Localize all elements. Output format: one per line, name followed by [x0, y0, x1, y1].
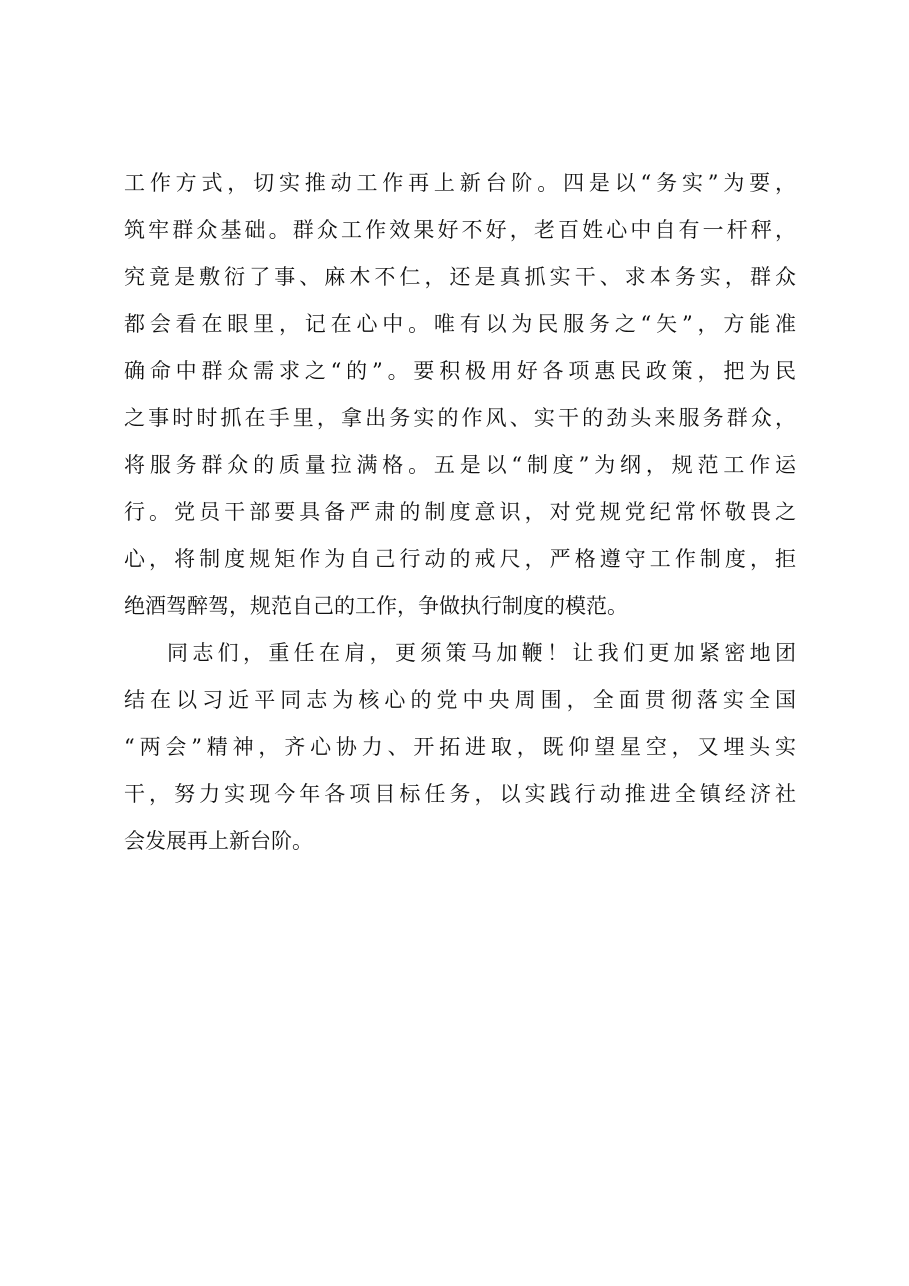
- text-line: 心，将制度规矩作为自己行动的戒尺，严格遵守工作制度，拒: [124, 547, 796, 571]
- text-line: 行。党员干部要具备严肃的制度意识，对党规党纪常怀敬畏之: [124, 500, 796, 524]
- text-line: 将服务群众的质量拉满格。五是以“制度”为纲，规范工作运: [124, 453, 796, 477]
- text-line: 究竟是敷衍了事、麻木不仁，还是真抓实干、求本务实，群众: [124, 265, 796, 289]
- document-body: [124, 160, 796, 865]
- text-line: 同志们，重任在肩，更须策马加鞭！让我们更加紧密地团: [167, 641, 796, 665]
- text-line: 结在以习近平同志为核心的党中央周围，全面贯彻落实全国: [124, 688, 796, 712]
- text-line: 筑牢群众基础。群众工作效果好不好，老百姓心中自有一杆秤，: [124, 218, 796, 242]
- text-line: 绝酒驾醉驾，规范自己的工作，争做执行制度的模范。: [124, 594, 628, 618]
- text-line: 干，努力实现今年各项目标任务，以实践行动推进全镇经济社: [124, 782, 796, 806]
- paragraph-2: [124, 630, 796, 865]
- text-line: 工作方式，切实推动工作再上新台阶。四是以“务实”为要，: [124, 171, 796, 195]
- paragraph-1: [124, 160, 796, 630]
- text-line: 都会看在眼里，记在心中。唯有以为民服务之“矢”，方能准: [124, 312, 796, 336]
- text-line: 之事时时抓在手里，拿出务实的作风、实干的劲头来服务群众，: [124, 406, 796, 430]
- text-line: “两会”精神，齐心协力、开拓进取，既仰望星空，又埋头实: [124, 735, 796, 759]
- text-line: 会发展再上新台阶。: [124, 829, 313, 853]
- text-line: 确命中群众需求之“的”。要积极用好各项惠民政策，把为民: [124, 359, 796, 383]
